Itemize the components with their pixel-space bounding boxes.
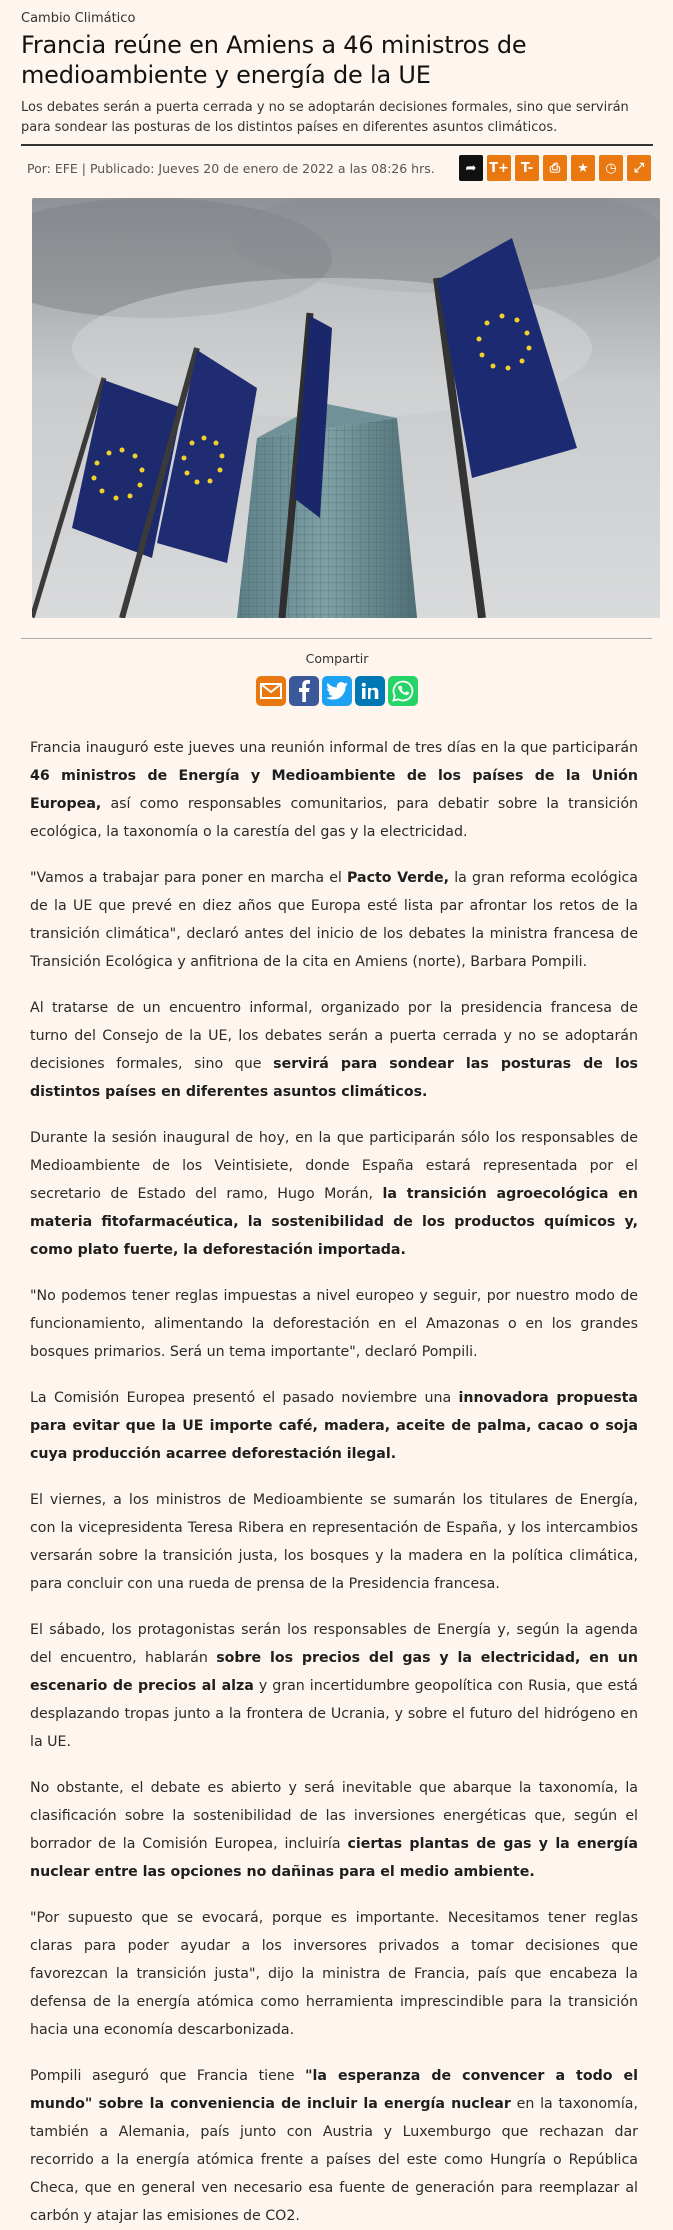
print-icon[interactable]: ⎙	[543, 155, 567, 181]
article-paragraph: El sábado, los protagonistas serán los responsables de Energía y, según la agenda del encuentro, hablarán sobre los precios del gas y la electricidad, en un escenario de precios al alza y gran incertidumbre geopolítica con Rusia, que está desplazando tropas junto a la frontera de Ucrania, y sobre el futuro del hidrógeno en la UE.	[30, 1622, 638, 1750]
star-icon[interactable]: ★	[571, 155, 595, 181]
article-paragraph: "Vamos a trabajar para poner en marcha el Pacto Verde, la gran reforma ecológica de la UE que prevé en diez años que Europa esté lista par afrontar los retos de la transición climática", declaró antes del inicio de los debates la ministra francesa de Transición Ecológica y anfitriona de la cita en Amiens (norte), Barbara Pompili.	[30, 870, 639, 970]
article-paragraph: Pompili aseguró que Francia tiene "la esperanza de convencer a todo el mundo" sobre la conveniencia de incluir la energía nuclear en la taxonomía, también a Alemania, país junto con Austria y Luxemburgo que rechazan dar recorrido a la energía atómica frente a países del este como Hungría o República Checa, que en general ven necesario esa fuente de generación para reemplazar al carbón y atajar las emisiones de CO2.	[30, 2068, 639, 2224]
section-label[interactable]: Cambio Climático	[21, 11, 136, 26]
article-toolbar	[459, 155, 651, 181]
article-paragraph: Al tratarse de un encuentro informal, organizado por la presidencia francesa de turno del Consejo de la UE, los debates serán a puerta cerrada y no se adoptarán decisiones formales, sino que servirá para sondear las posturas de los distintos países en diferentes asuntos climáticos.	[30, 1000, 639, 1100]
article-body	[0, 706, 673, 2230]
article-photo	[32, 198, 660, 618]
share-arrow-icon[interactable]: ➦	[459, 155, 483, 181]
article-paragraph: No obstante, el debate es abierto y será inevitable que abarque la taxonomía, la clasificación sobre la sostenibilidad de las inversiones energéticas que, según el borrador de la Comisión Europea, incluiría ciertas plantas de gas y la energía nuclear entre las opciones no dañinas para el medio ambiente.	[30, 1780, 638, 1880]
article-paragraph: Francia inauguró este jueves una reunión informal de tres días en la que participarán 46 ministros de Energía y Medioambiente de los países de la Unión Europea, así como responsables comunitarios, para debatir sobre la transición ecológica, la taxonomía o la carestía del gas y la electricidad.	[30, 740, 638, 840]
facebook-icon[interactable]	[289, 676, 319, 706]
article-paragraph: "No podemos tener reglas impuestas a nivel europeo y seguir, por nuestro modo de funcionamiento, alimentando la deforestación en el Amazonas o en los grandes bosques primarios. Será un tema importante", declaró Pompili.	[30, 1288, 638, 1360]
share-buttons	[21, 676, 653, 706]
share-section	[21, 639, 653, 706]
article-paragraph: La Comisión Europea presentó el pasado noviembre una innovadora propuesta para evitar que la UE importe café, madera, aceite de palma, cacao o soja cuya producción acarree deforestación ilegal.	[30, 1390, 638, 1462]
article-paragraph: El viernes, a los ministros de Medioambiente se sumarán los titulares de Energía, con la vicepresidenta Teresa Ribera en representación de España, y los intercambios versarán sobre la transición justa, los bosques y la madera en la política climática, para concluir con una rueda de prensa de la Presidencia francesa.	[30, 1492, 638, 1592]
article-paragraph: "Por supuesto que se evocará, porque es importante. Necesitamos tener reglas claras para poder ayudar a los inversores privados a tomar decisiones que favorezcan la transición justa", dijo la ministra de Francia, país que encabeza la defensa de la energía atómica como herramienta imprescindible para la transición hacia una economía descarbonizada.	[30, 1910, 638, 2038]
font-decrease-button[interactable]: T-	[515, 155, 539, 181]
article-paragraph: Durante la sesión inaugural de hoy, en la que participarán sólo los responsables de Medioambiente de los Veintisiete, donde España estará representada por el secretario de Estado del ramo, Hugo Morán, la transición agroecológica en materia fitofarmacéutica, la sostenibilidad de los productos químicos y, como plato fuerte, la deforestación importada.	[30, 1130, 638, 1258]
meta-row	[21, 146, 653, 190]
email-icon[interactable]	[256, 676, 286, 706]
font-increase-button[interactable]: T+	[487, 155, 511, 181]
eu-flags-photo	[32, 198, 660, 618]
byline: Por: EFE | Publicado: Jueves 20 de enero de 2022 a las 08:26 hrs.	[27, 160, 435, 176]
article-title: Francia reúne en Amiens a 46 ministros de medioambiente y energía de la UE	[21, 31, 527, 89]
whatsapp-icon[interactable]	[388, 676, 418, 706]
clock-icon[interactable]: ◷	[599, 155, 623, 181]
article-summary: Los debates serán a puerta cerrada y no se adoptarán decisiones formales, sino que servirán para sondear las posturas de los distintos países en diferentes asuntos climáticos.	[21, 100, 629, 135]
fullscreen-icon[interactable]: ⤢	[627, 155, 651, 181]
share-label: Compartir	[305, 651, 369, 666]
twitter-icon[interactable]	[322, 676, 352, 706]
article-header	[0, 0, 673, 706]
linkedin-icon[interactable]	[355, 676, 385, 706]
